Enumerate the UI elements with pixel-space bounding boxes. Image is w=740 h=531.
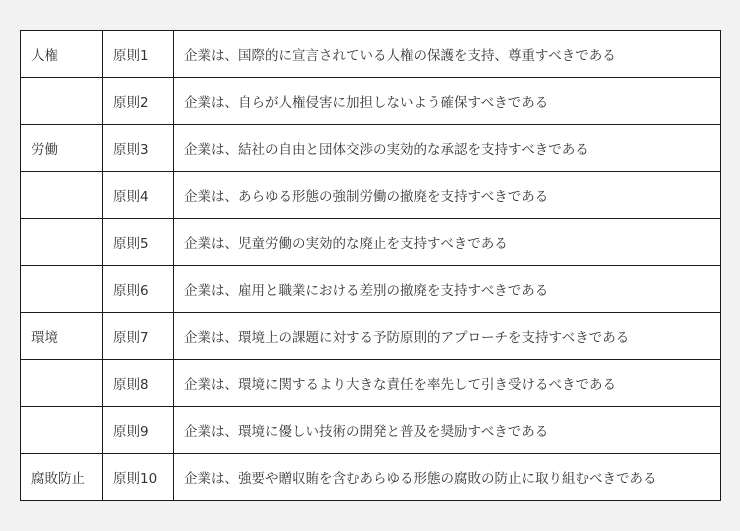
principle-number-cell: 原則8 [103, 360, 174, 407]
principle-text-cell: 企業は、環境に関するより大きな責任を率先して引き受けるべきである [174, 360, 721, 407]
principle-number-cell: 原則7 [103, 313, 174, 360]
principle-text-cell: 企業は、環境に優しい技術の開発と普及を奨励すべきである [174, 407, 721, 454]
table-row [21, 360, 721, 407]
principle-number-cell: 原則5 [103, 219, 174, 266]
principle-text-cell: 企業は、あらゆる形態の強制労働の撤廃を支持すべきである [174, 172, 721, 219]
document-sheet [20, 30, 720, 501]
principle-number-cell: 原則1 [103, 31, 174, 78]
table-row [21, 31, 721, 78]
category-cell: 人権 [21, 31, 103, 78]
principle-number-cell: 原則9 [103, 407, 174, 454]
principle-text-cell: 企業は、強要や贈収賄を含むあらゆる形態の腐敗の防止に取り組むべきである [174, 454, 721, 501]
table-row [21, 125, 721, 172]
principle-number-cell: 原則6 [103, 266, 174, 313]
principle-text-cell: 企業は、結社の自由と団体交渉の実効的な承認を支持すべきである [174, 125, 721, 172]
category-cell [21, 360, 103, 407]
category-cell [21, 407, 103, 454]
category-cell [21, 78, 103, 125]
principles-table [20, 30, 721, 501]
principle-text-cell: 企業は、環境上の課題に対する予防原則的アプローチを支持すべきである [174, 313, 721, 360]
table-row [21, 454, 721, 501]
principle-text-cell: 企業は、自らが人権侵害に加担しないよう確保すべきである [174, 78, 721, 125]
principle-number-cell: 原則10 [103, 454, 174, 501]
category-cell: 腐敗防止 [21, 454, 103, 501]
principle-text-cell: 企業は、雇用と職業における差別の撤廃を支持すべきである [174, 266, 721, 313]
principle-text-cell: 企業は、児童労働の実効的な廃止を支持すべきである [174, 219, 721, 266]
category-cell [21, 172, 103, 219]
category-cell: 環境 [21, 313, 103, 360]
category-cell [21, 266, 103, 313]
table-row [21, 407, 721, 454]
table-row [21, 219, 721, 266]
category-cell [21, 219, 103, 266]
category-cell: 労働 [21, 125, 103, 172]
table-row [21, 266, 721, 313]
principle-number-cell: 原則4 [103, 172, 174, 219]
table-row [21, 313, 721, 360]
principle-number-cell: 原則2 [103, 78, 174, 125]
table-row [21, 172, 721, 219]
principle-text-cell: 企業は、国際的に宣言されている人権の保護を支持、尊重すべきである [174, 31, 721, 78]
table-row [21, 78, 721, 125]
principle-number-cell: 原則3 [103, 125, 174, 172]
